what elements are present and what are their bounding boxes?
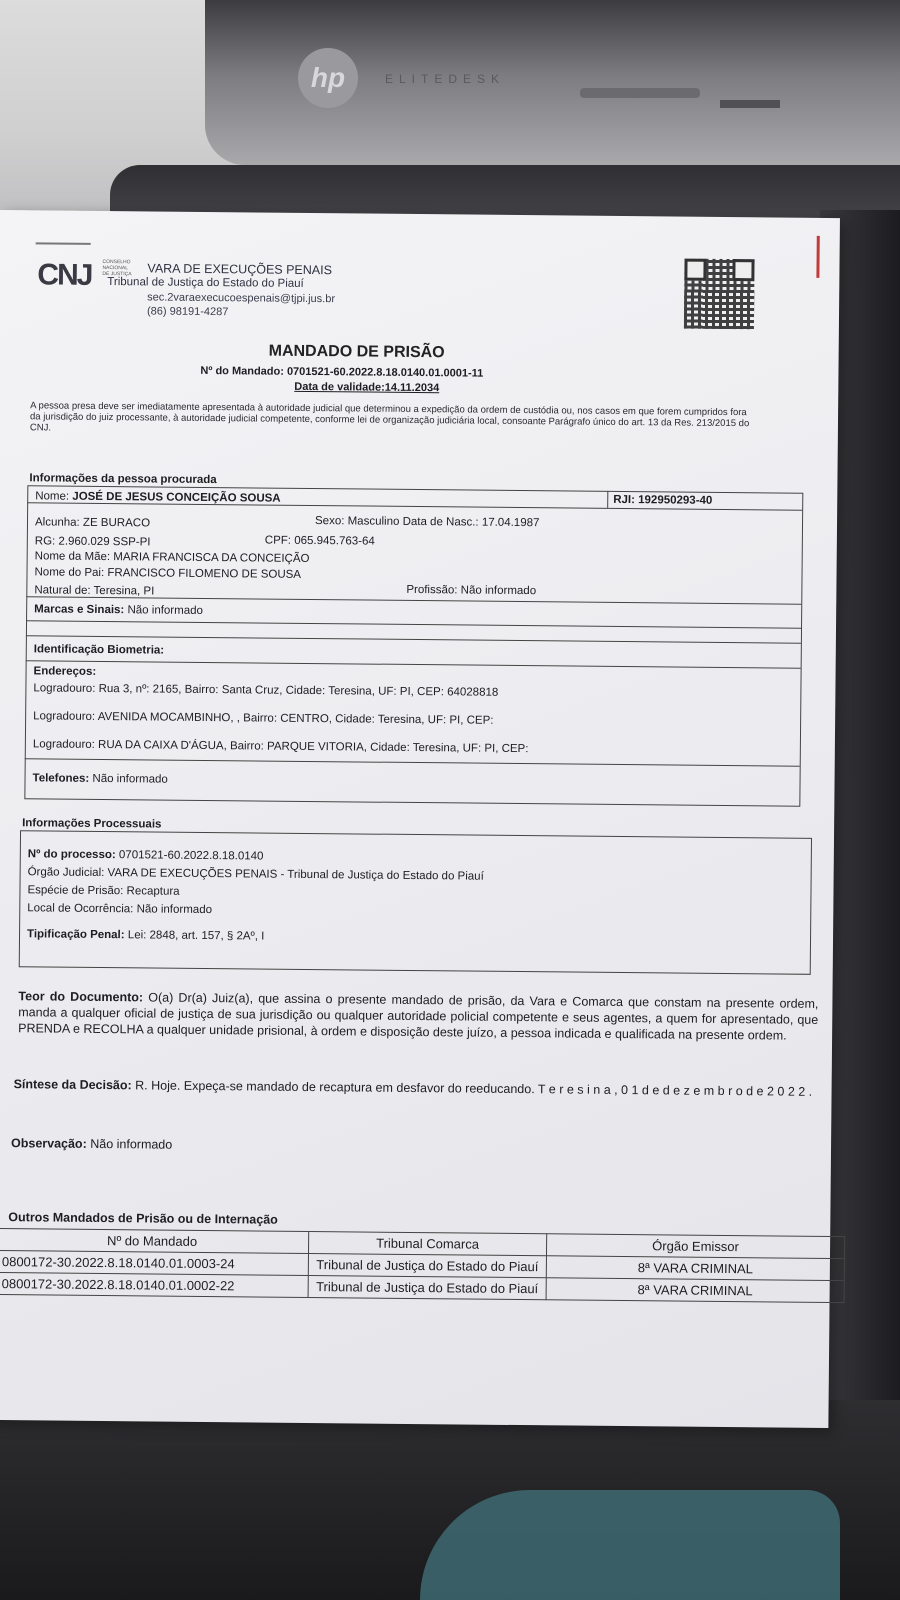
sintese-paragraph: Síntese da Decisão: R. Hoje. Expeça-se mandado de recaptura em desfavor do reeducando. T e r e s i n a , 0 1 d e d e z e m b r o d e 2 0 2 2 . [13, 1077, 813, 1099]
qr-code-icon [684, 259, 755, 330]
profession-field: Profissão: Não informado [406, 583, 537, 598]
case-port [720, 100, 780, 108]
cnj-logo: CNJ [37, 258, 92, 292]
process-section-title: Informações Processuais [22, 817, 162, 831]
case-slot [580, 88, 700, 98]
document-title: MANDADO DE PRISÃO [268, 342, 445, 362]
mother-field: Nome da Mãe: MARIA FRANCISCA DA CONCEIÇÃO [34, 550, 310, 565]
sex-birth-field: Sexo: Masculino Data de Nasc.: 17.04.1987 [314, 515, 540, 530]
column-header: Tribunal Comarca [308, 1232, 546, 1256]
court-email: sec.2varaexecucoespenais@tjpi.jus.br [147, 291, 336, 306]
tipificacao-field: Tipificação Penal: Lei: 2848, art. 157, § 2Aº, I [26, 928, 265, 943]
court-phone: (86) 98191-4287 [146, 305, 229, 319]
father-field: Nome do Pai: FRANCISCO FILOMENO DE SOUSA [34, 566, 302, 581]
warrant-document [0, 210, 840, 1428]
other-warrants-table [0, 1228, 845, 1303]
orgao-cell: 8ª VARA CRIMINAL [546, 1256, 844, 1281]
name-field: Nome: JOSÉ DE JESUS CONCEIÇÃO SOUSA [35, 490, 281, 505]
occurrence-place-field: Local de Ocorrência: Não informado [27, 902, 213, 917]
mandado-cell: 0800172-30.2022.8.18.0140.01.0002-22 [0, 1273, 308, 1298]
observacao-field: Observação: Não informado [10, 1136, 173, 1152]
biometry-field: Identificação Biometria: [33, 643, 165, 657]
elitedesk-label: ELITEDESK [385, 72, 506, 86]
tribunal-name: Tribunal de Justiça do Estado do Piauí [107, 276, 304, 290]
clothing-background [420, 1490, 840, 1600]
address-item: Logradouro: RUA DA CAIXA D'ÁGUA, Bairro: PARQUE VITORIA, Cidade: Teresina, UF: PI, CEP: [32, 738, 529, 756]
addresses-label: Endereços: [33, 665, 97, 678]
address-item: Logradouro: Rua 3, nº: 2165, Bairro: Santa Cruz, Cidade: Teresina, UF: PI, CEP: 64028818 [33, 682, 499, 699]
process-number-field: Nº do processo: 0701521-60.2022.8.18.0140 [27, 848, 264, 863]
hp-logo: hp [298, 48, 358, 108]
column-header: Órgão Emissor [546, 1234, 844, 1259]
rji-field: RJI: 192950293-40 [613, 493, 713, 507]
validity-date: Data de validade:14.11.2034 [294, 380, 440, 395]
others-section-title: Outros Mandados de Prisão ou de Internação [8, 1210, 278, 1227]
address-item: Logradouro: AVENIDA MOCAMBINHO, , Bairro: CENTRO, Cidade: Teresina, UF: PI, CEP: [33, 710, 494, 727]
alias-field: Alcunha: ZE BURACO [34, 516, 151, 530]
mandado-number: Nº do Mandado: 0701521-60.2022.8.18.0140.01.0001-11 [200, 364, 484, 380]
cpf-field: CPF: 065.945.763-64 [264, 534, 375, 548]
column-header: Nº do Mandado [0, 1229, 309, 1254]
marks-field: Marcas e Sinais: Não informado [34, 603, 203, 617]
mandado-cell: 0800172-30.2022.8.18.0140.01.0003-24 [0, 1251, 308, 1276]
tribunal-cell: Tribunal de Justiça do Estado do Piauí [308, 1254, 546, 1278]
header-rule [36, 242, 91, 245]
tribunal-cell: Tribunal de Justiça do Estado do Piauí [308, 1276, 546, 1300]
person-section-title: Informações da pessoa procurada [29, 472, 217, 487]
cnj-logo-caption: CONSELHO NACIONAL DE JUSTIÇA [102, 258, 132, 278]
phones-field: Telefones: Não informado [32, 772, 168, 786]
orgao-cell: 8ª VARA CRIMINAL [546, 1278, 844, 1303]
prison-kind-field: Espécie de Prisão: Recaptura [27, 884, 180, 898]
red-mark [816, 236, 819, 278]
court-name: VARA DE EXECUÇÕES PENAIS [147, 261, 333, 278]
rg-field: RG: 2.960.029 SSP-PI [34, 535, 151, 549]
teor-paragraph: Teor do Documento: O(a) Dr(a) Juiz(a), que assina o presente mandado de prisão, da Vara e Comarca que constam na presente ordem, manda a qualquer oficial de justiça de sua jurisdição ou qualquer autoridade policial competente e seus agentes, a quem for apresentado, que PRENDA e RECOLHA a qualquer unidade prisional, à ordem e disposição deste juízo, a pessoa indicada e qualificada na presente ordem. [18, 989, 819, 1043]
organ-field: Órgão Judicial: VARA DE EXECUÇÕES PENAIS - Tribunal de Justiça do Estado do Piauí [27, 866, 484, 883]
intro-paragraph: A pessoa presa deve ser imediatamente apresentada à autoridade judicial que determinou a expedição da ordem de custódia ou, nos casos em que forem cumpridos fora da jurisdição do juiz processante, à autoridade judicial competente, conforme lei de organização judiciária local, consoante Parágrafo único do art. 13 da Res. 213/2015 do CNJ. [29, 400, 750, 434]
natural-field: Natural de: Teresina, PI [34, 584, 155, 598]
